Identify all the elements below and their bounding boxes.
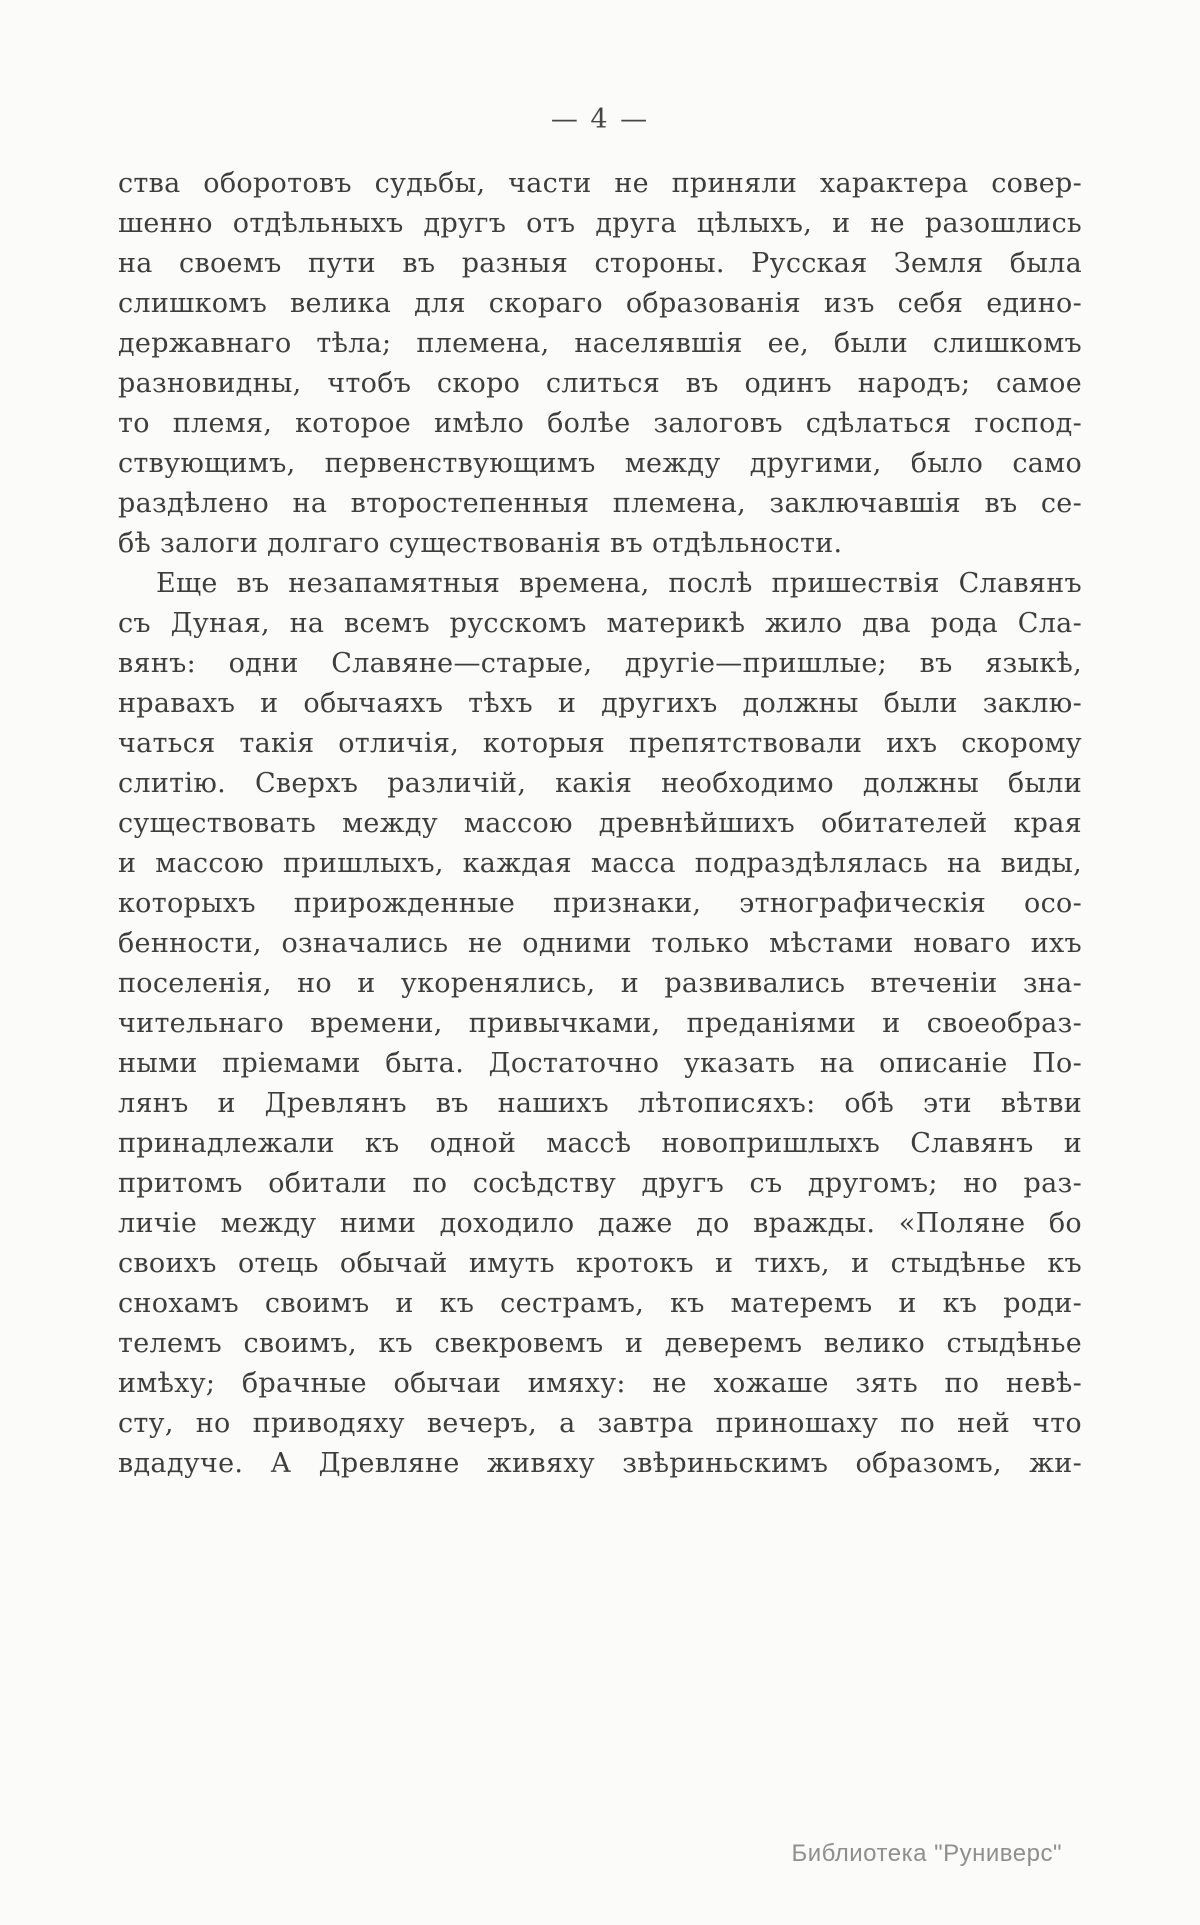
text-line: телемъ своимъ, къ свекровемъ и деверемъ велико стыдѣнье	[118, 1328, 1082, 1359]
page-number: — 4 —	[550, 104, 650, 135]
text-line: вдадуче. А Древляне живяху звѣриньскимъ образомъ, жи-	[118, 1448, 1082, 1479]
page-text-block	[118, 164, 1082, 1484]
text-line: сту, но приводяху вечеръ, а завтра приношаху по ней что	[118, 1408, 1082, 1439]
text-line: чаться такія отличія, которыя препятствовали ихъ скорому	[118, 728, 1082, 759]
text-line: существовать между массою древнѣйшихъ обитателей края	[118, 808, 1082, 839]
text-line: вянъ: одни Славяне—старые, другіе—пришлые; въ языкѣ,	[118, 648, 1082, 679]
text-line: и массою пришлыхъ, каждая масса подраздѣлялась на виды,	[118, 848, 1082, 879]
library-watermark: Библиотека "Руниверс"	[791, 1840, 1062, 1867]
text-line: съ Дуная, на всемъ русскомъ материкѣ жило два рода Сла-	[118, 608, 1082, 639]
text-line: нравахъ и обычаяхъ тѣхъ и другихъ должны были заклю-	[118, 688, 1082, 719]
text-line: на своемъ пути въ разныя стороны. Русская Земля была	[118, 248, 1082, 279]
text-line: слитію. Сверхъ различій, какія необходимо должны были	[118, 768, 1082, 799]
text-line: то племя, которое имѣло болѣе залоговъ сдѣлаться господ-	[118, 408, 1082, 439]
text-line: Еще въ незапамятныя времена, послѣ пришествія Славянъ	[156, 568, 1082, 599]
paragraph-main	[118, 564, 1082, 1484]
text-line: имѣху; брачные обычаи имяху: не хожаше зять по невѣ-	[118, 1368, 1082, 1399]
text-line: ными пріемами быта. Достаточно указать на описаніе По-	[118, 1048, 1082, 1079]
text-line: бѣ залоги долгаго существованія въ отдѣльности.	[118, 528, 843, 559]
text-line: которыхъ прирожденные признаки, этнографическія осо-	[118, 888, 1082, 919]
text-line: раздѣлено на второстепенныя племена, заключавшія въ се-	[118, 488, 1082, 519]
text-line: принадлежали къ одной массѣ новопришлыхъ Славянъ и	[118, 1128, 1082, 1159]
text-line: своихъ отець обычай имуть кротокъ и тихъ, и стыдѣнье къ	[118, 1248, 1082, 1279]
text-line: снохамъ своимъ и къ сестрамъ, къ матеремъ и къ роди-	[118, 1288, 1082, 1319]
text-line: притомъ обитали по сосѣдству другъ съ другомъ; но раз-	[118, 1168, 1082, 1199]
text-line: разновидны, чтобъ скоро слиться въ одинъ народъ; самое	[118, 368, 1082, 399]
text-line: ства оборотовъ судьбы, части не приняли характера совер-	[118, 168, 1082, 199]
text-line: чительнаго времени, привычками, преданіями и своеобраз-	[118, 1008, 1082, 1039]
text-line: лянъ и Древлянъ въ нашихъ лѣтописяхъ: обѣ эти вѣтви	[118, 1088, 1082, 1119]
text-line: поселенія, но и укоренялись, и развивались втеченіи зна-	[118, 968, 1082, 999]
text-line: шенно отдѣльныхъ другъ отъ друга цѣлыхъ, и не разошлись	[118, 208, 1082, 239]
paragraph-continuation	[118, 164, 1082, 564]
text-line: державнаго тѣла; племена, населявшія ее, были слишкомъ	[118, 328, 1082, 359]
text-line: ствующимъ, первенствующимъ между другими, было само	[118, 448, 1082, 479]
text-line: личіе между ними доходило даже до вражды. «Поляне бо	[118, 1208, 1082, 1239]
text-line: бенности, означались не одними только мѣстами новаго ихъ	[118, 928, 1082, 959]
text-line: слишкомъ велика для скораго образованія изъ себя едино-	[118, 288, 1082, 319]
